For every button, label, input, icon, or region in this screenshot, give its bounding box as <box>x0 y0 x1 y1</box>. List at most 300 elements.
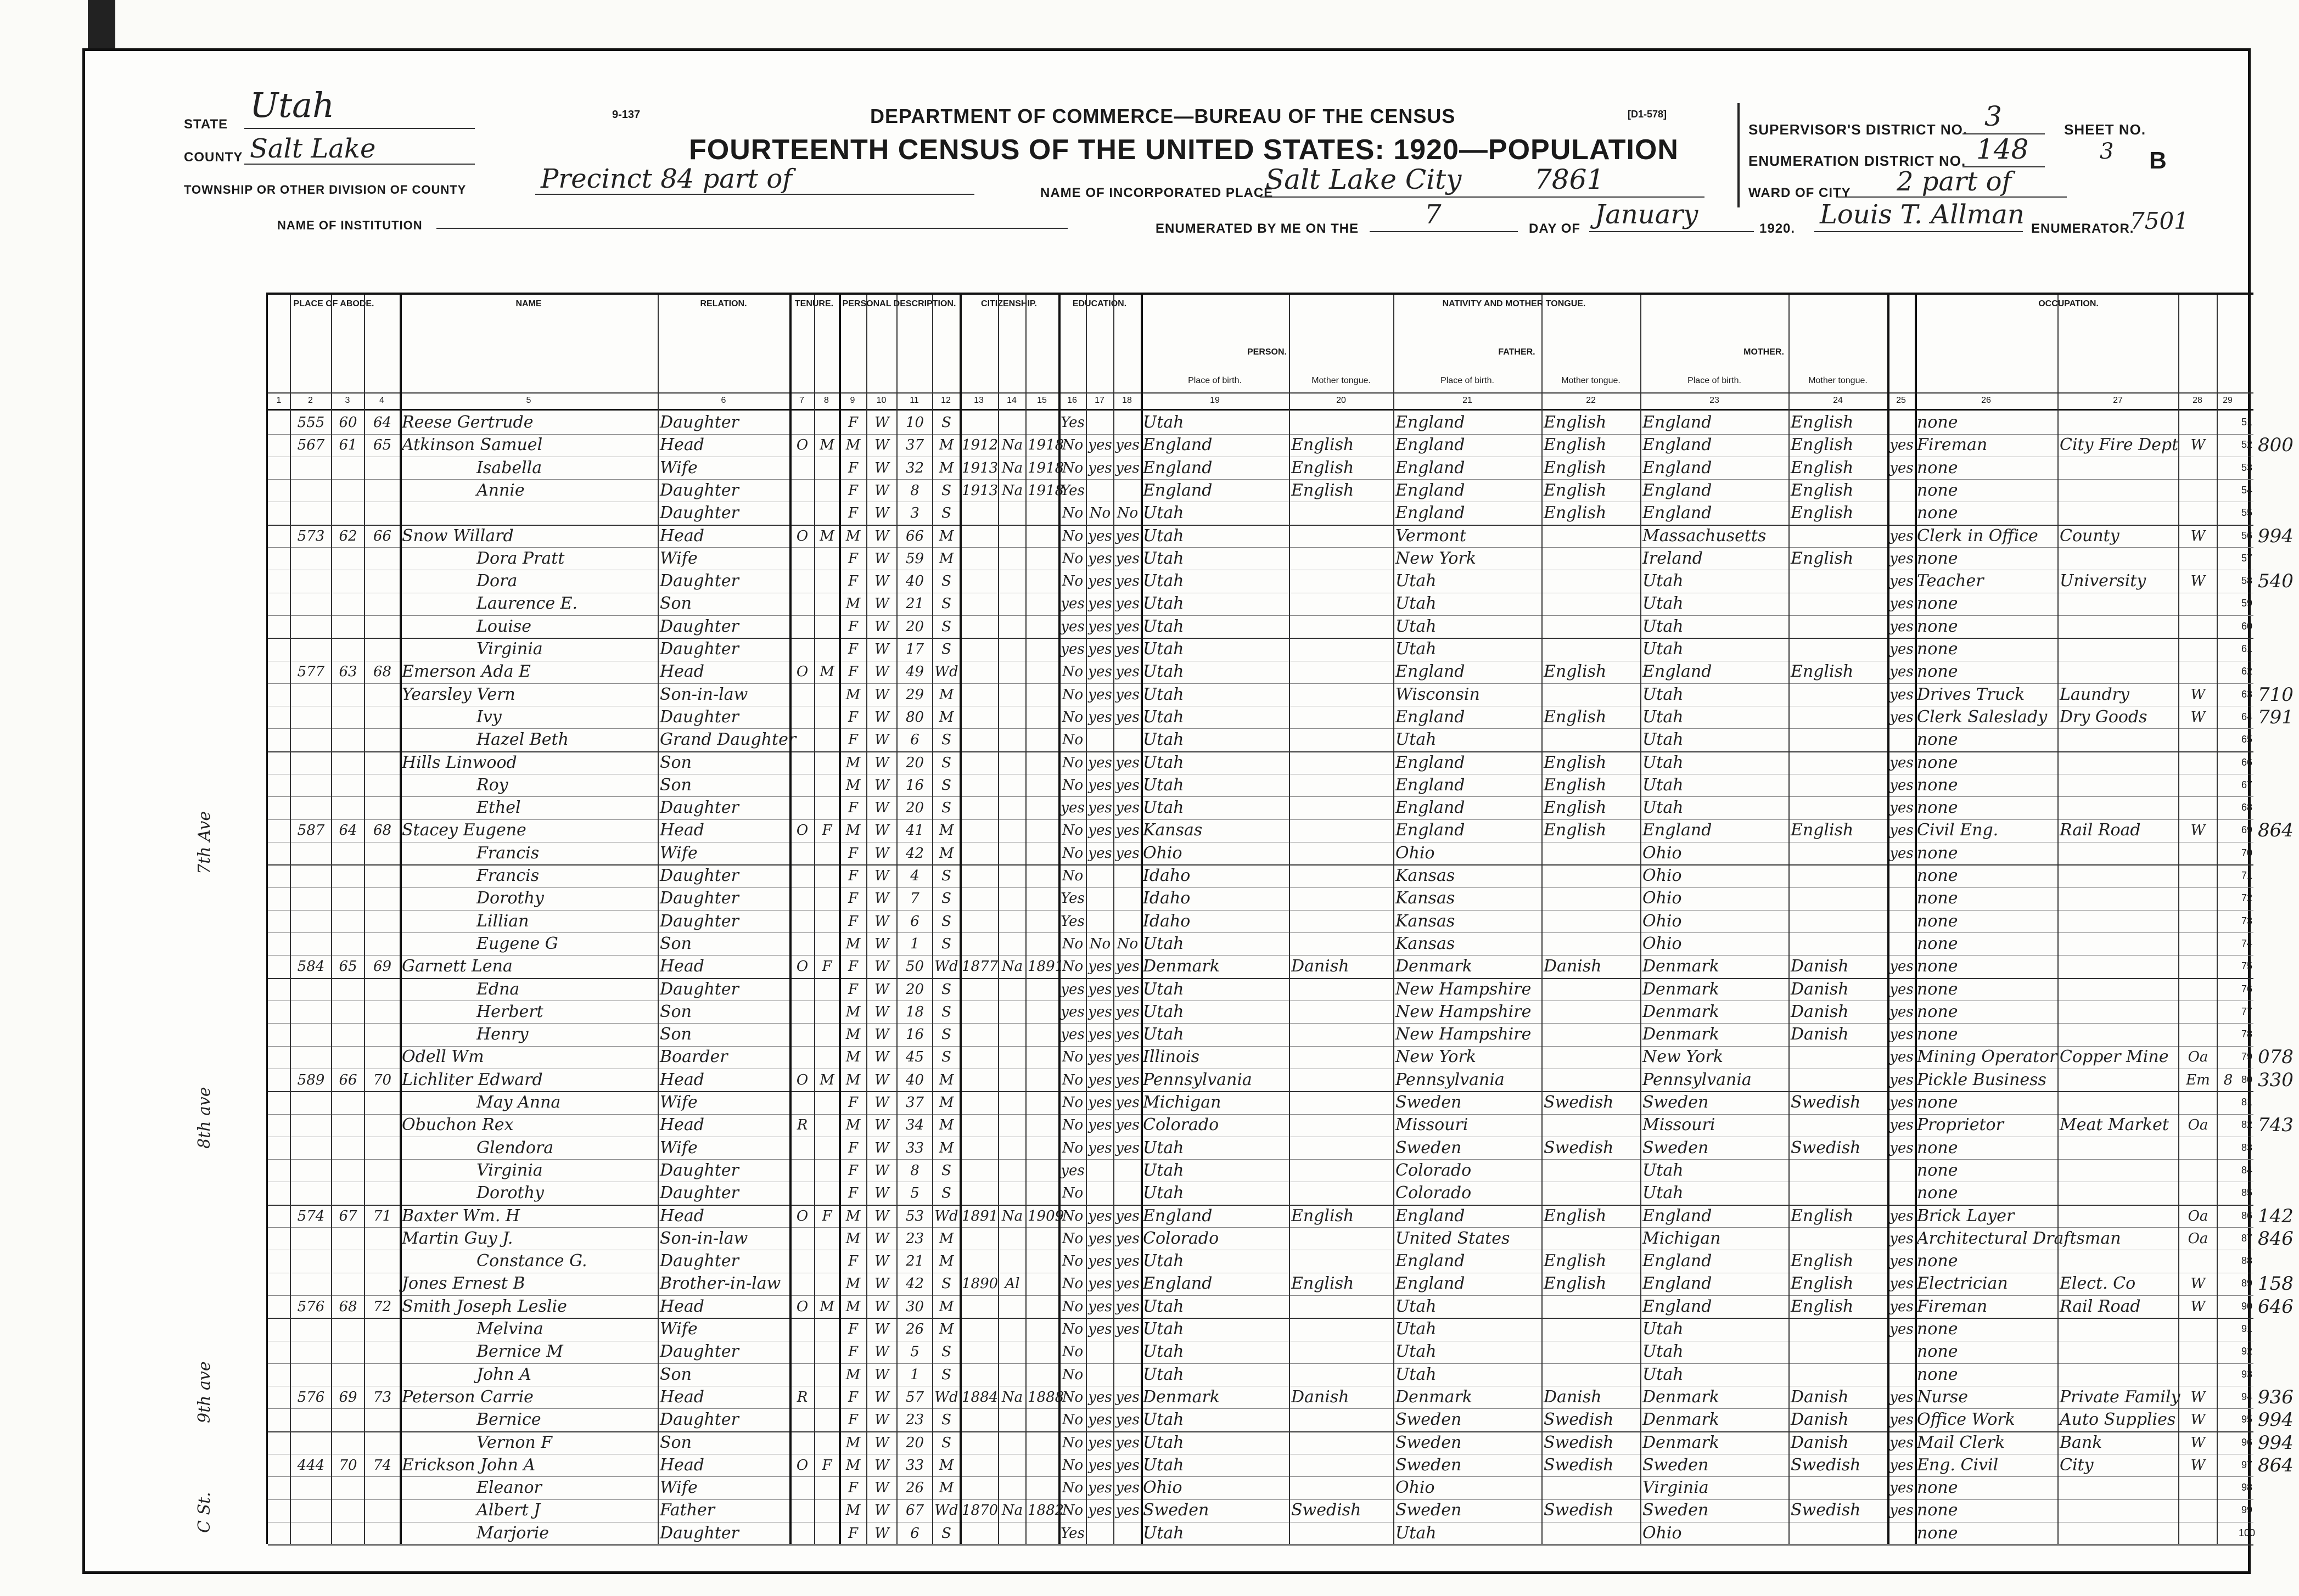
cell-c25: yes <box>1889 777 1914 794</box>
cell-cls: W <box>2190 1275 2206 1292</box>
cell-c25: yes <box>1889 573 1914 590</box>
row-number: 80 <box>2241 1074 2253 1085</box>
cell-dw: 70 <box>339 1457 357 1474</box>
supervisor-value: 3 <box>1984 100 2002 132</box>
cell-c25: yes <box>1889 686 1914 703</box>
column-number: 9 <box>850 396 855 405</box>
cell-fpob: Kansas <box>1395 866 1455 885</box>
cell-sex: F <box>848 1185 859 1202</box>
cell-sex: F <box>848 1344 859 1361</box>
cell-fmt: Swedish <box>1544 1138 1614 1157</box>
column-rule <box>839 295 841 1544</box>
cell-mpob: Ireland <box>1642 548 1703 568</box>
column-number: 13 <box>974 396 984 405</box>
cell-pob: Colorado <box>1143 1228 1219 1248</box>
cell-c17: yes <box>1088 1117 1112 1134</box>
table-row <box>268 457 2253 480</box>
cell-race: W <box>874 1003 889 1020</box>
cell-own: O <box>796 1207 809 1224</box>
table-row <box>268 660 2253 684</box>
cell-age: 1 <box>910 935 919 952</box>
cell-ind: City <box>2060 1455 2094 1475</box>
cell-pob: Utah <box>1143 616 1184 636</box>
cell-mt: English <box>1291 1206 1354 1226</box>
cell-pob: Utah <box>1143 707 1184 727</box>
cell-ind: Bank <box>2060 1432 2102 1452</box>
cell-race: W <box>874 1139 889 1156</box>
cell-c25: yes <box>1889 595 1914 612</box>
cell-c17: No <box>1089 935 1111 952</box>
cell-ind: Rail Road <box>2060 821 2141 840</box>
cell-c25: yes <box>1889 1457 1914 1474</box>
cell-mpob: Michigan <box>1642 1228 1721 1248</box>
cell-mpob: Sweden <box>1642 1455 1709 1475</box>
cell-c18: yes <box>1115 1321 1140 1338</box>
cell-race: W <box>874 618 889 635</box>
cell-c17: yes <box>1088 437 1112 454</box>
occupation-code: 142 <box>2258 1205 2294 1227</box>
cell-fmt: English <box>1544 798 1607 818</box>
cell-c18: yes <box>1115 437 1140 454</box>
table-row <box>268 1023 2253 1047</box>
cell-sex: M <box>845 1117 861 1134</box>
cell-ind: Private Family <box>2060 1387 2180 1407</box>
cell-house: 573 <box>297 527 325 544</box>
cell-race: W <box>874 822 889 839</box>
cell-race: W <box>874 1275 889 1292</box>
cell-c16: No <box>1062 1117 1084 1134</box>
cell-ms: M <box>939 1139 954 1156</box>
cell-ind: Meat Market <box>2060 1115 2169 1135</box>
cell-occ: Mail Clerk <box>1917 1432 2005 1452</box>
cell-rel: Wife <box>660 1319 698 1339</box>
cell-sex: M <box>845 1434 861 1451</box>
column-number: 14 <box>1007 396 1017 405</box>
cell-fpob: England <box>1395 798 1465 818</box>
cell-sex: M <box>845 935 861 952</box>
cell-farm: 8 <box>2223 1071 2233 1088</box>
cell-c17: yes <box>1088 1275 1112 1292</box>
cell-ms: S <box>941 1525 951 1542</box>
cell-mt: Swedish <box>1291 1501 1361 1520</box>
cell-race: W <box>874 1162 889 1179</box>
cell-age: 59 <box>905 550 924 567</box>
cell-c16: No <box>1062 1366 1084 1383</box>
cell-sex: F <box>848 1525 859 1542</box>
column-rule <box>1915 295 1917 1544</box>
cell-c25: yes <box>1889 1253 1914 1270</box>
cell-pob: Utah <box>1143 548 1184 568</box>
population-schedule-table <box>266 293 2294 1544</box>
cell-sex: M <box>845 822 861 839</box>
cell-age: 16 <box>905 1026 924 1043</box>
cell-sex: M <box>845 1207 861 1224</box>
cell-ms: M <box>939 1457 954 1474</box>
cell-c25: yes <box>1889 1230 1914 1247</box>
cell-c16: yes <box>1061 595 1085 612</box>
row-number: 59 <box>2241 598 2253 609</box>
group-relation: RELATION. <box>700 299 747 308</box>
cell-sex: M <box>845 1275 861 1292</box>
cell-age: 30 <box>905 1298 924 1315</box>
cell-c16: No <box>1062 822 1084 839</box>
table-row <box>268 1363 2253 1387</box>
cell-name: Yearsley Vern <box>402 684 515 704</box>
cell-fpob: England <box>1395 1274 1465 1294</box>
sub-father-pob: Place of birth. <box>1440 376 1494 385</box>
table-row <box>268 932 2253 956</box>
column-number: 22 <box>1586 396 1596 405</box>
cell-fpob: Utah <box>1395 594 1437 614</box>
cell-race: W <box>874 800 889 817</box>
cell-yr: 1877 <box>962 958 999 975</box>
cell-occ: none <box>1917 594 1958 614</box>
row-number: 55 <box>2241 507 2253 519</box>
cell-rel: Daughter <box>660 503 739 523</box>
cell-fpob: Utah <box>1395 1364 1437 1384</box>
cell-c17: yes <box>1088 595 1112 612</box>
cell-age: 53 <box>905 1207 924 1224</box>
county-label: COUNTY <box>184 150 243 165</box>
column-rule <box>932 295 933 1544</box>
group-nativity: NATIVITY AND MOTHER TONGUE. <box>1442 299 1586 308</box>
cell-c18: yes <box>1115 1003 1140 1020</box>
cell-age: 23 <box>905 1230 924 1247</box>
table-row <box>268 1250 2253 1273</box>
cell-mpob: Utah <box>1642 616 1684 636</box>
cell-pob: England <box>1143 1274 1213 1294</box>
cell-rel: Head <box>660 435 705 455</box>
cell-rel: Head <box>660 1115 705 1135</box>
cell-ind: Laundry <box>2060 684 2129 704</box>
cell-c25: yes <box>1889 1480 1914 1497</box>
cell-mort: M <box>820 1298 834 1315</box>
cell-cls: Oa <box>2188 1207 2208 1224</box>
institution-label: NAME OF INSTITUTION <box>277 218 423 232</box>
cell-ny: 1891 <box>1028 958 1064 975</box>
cell-c18: yes <box>1115 641 1140 657</box>
cell-sex: F <box>848 981 859 998</box>
cell-age: 21 <box>905 1253 924 1270</box>
cell-occ: none <box>1917 548 1958 568</box>
cell-rel: Head <box>660 526 705 546</box>
cell-fpob: Sweden <box>1395 1138 1462 1157</box>
cell-sex: M <box>845 1457 861 1474</box>
place-value: Salt Lake City <box>1265 164 1462 195</box>
cell-house: 574 <box>297 1207 325 1224</box>
cell-c16: No <box>1062 732 1084 749</box>
cell-mpob: Utah <box>1642 684 1684 704</box>
cell-mpob: England <box>1642 480 1712 500</box>
cell-fam: 70 <box>373 1071 392 1088</box>
cell-mpob: Denmark <box>1642 1002 1719 1021</box>
cell-race: W <box>874 1026 889 1043</box>
cell-race: W <box>874 1298 889 1315</box>
cell-ms: S <box>941 732 951 749</box>
cell-ny: 1909 <box>1028 1207 1064 1224</box>
cell-fpob: England <box>1395 435 1465 455</box>
cell-c25: yes <box>1889 1389 1914 1406</box>
column-rule <box>1289 295 1290 1544</box>
table-row <box>268 683 2294 707</box>
cell-ms: S <box>941 1026 951 1043</box>
cell-fpob: Utah <box>1395 1296 1437 1316</box>
cell-pob: Colorado <box>1143 1115 1219 1135</box>
cell-race: W <box>874 1117 889 1134</box>
cell-race: W <box>874 505 889 522</box>
cell-age: 8 <box>910 482 919 499</box>
cell-pob: Sweden <box>1143 1501 1209 1520</box>
enumerator-label: ENUMERATOR. <box>2031 221 2134 236</box>
cell-mpob: Utah <box>1642 752 1684 772</box>
cell-c16: No <box>1062 1321 1084 1338</box>
cell-c18: yes <box>1115 845 1140 862</box>
cell-own: O <box>796 1298 809 1315</box>
cell-c16: No <box>1062 1412 1084 1429</box>
cell-c18: yes <box>1115 1389 1140 1406</box>
cell-ind: City Fire Dept <box>2060 435 2179 455</box>
cell-sex: M <box>845 1026 861 1043</box>
cell-mpob: Denmark <box>1642 979 1719 999</box>
cell-house: 576 <box>297 1389 325 1406</box>
cell-occ: none <box>1917 1093 1958 1112</box>
cell-pob: Utah <box>1143 1410 1184 1430</box>
row-number: 77 <box>2241 1005 2253 1017</box>
cell-mpob: Massachusetts <box>1642 526 1767 546</box>
cell-own: O <box>796 1071 809 1088</box>
row-number: 72 <box>2241 892 2253 904</box>
cell-ms: S <box>941 1275 951 1292</box>
cell-c17: yes <box>1088 618 1112 635</box>
sheet-letter: B <box>2149 147 2167 174</box>
row-number: 89 <box>2241 1278 2253 1289</box>
cell-rel: Daughter <box>660 1523 739 1543</box>
cell-sex: F <box>848 1321 859 1338</box>
cell-name: Ethel <box>476 798 521 818</box>
cell-occ: Architectural Draftsman <box>1917 1228 2121 1248</box>
cell-occ: none <box>1917 957 1958 976</box>
cell-c25: yes <box>1889 1502 1914 1519</box>
state-underline <box>244 128 475 129</box>
cell-name: Hills Linwood <box>402 752 517 772</box>
cell-rel: Son <box>660 775 692 795</box>
cell-c16: Yes <box>1061 482 1085 499</box>
state-label: STATE <box>184 117 228 132</box>
table-row <box>268 615 2253 639</box>
cell-sex: F <box>848 482 859 499</box>
row-number: 91 <box>2241 1323 2253 1334</box>
cell-mmt: English <box>1791 458 1854 477</box>
cell-c16: No <box>1062 1275 1084 1292</box>
column-number: 16 <box>1067 396 1077 405</box>
table-row <box>268 819 2294 842</box>
cell-age: 33 <box>905 1457 924 1474</box>
cell-ms: S <box>941 573 951 590</box>
cell-c16: No <box>1062 935 1084 952</box>
cell-c25: yes <box>1889 1071 1914 1088</box>
cell-c17: yes <box>1088 527 1112 544</box>
cell-race: W <box>874 437 889 454</box>
year-label: 1920. <box>1759 221 1796 236</box>
occupation-code: 846 <box>2258 1227 2294 1250</box>
column-number: 28 <box>2193 396 2202 405</box>
cell-mpob: England <box>1642 1251 1712 1271</box>
cell-occ: none <box>1917 1025 1958 1044</box>
cell-house: 584 <box>297 958 325 975</box>
cell-cls: W <box>2190 1457 2206 1474</box>
cell-ms: S <box>941 981 951 998</box>
cell-rel: Head <box>660 957 705 976</box>
cell-c17: yes <box>1088 1502 1112 1519</box>
cell-fam: 74 <box>373 1457 392 1474</box>
column-number: 5 <box>526 396 531 405</box>
cell-c16: No <box>1062 527 1084 544</box>
cell-ny: 1918 <box>1028 482 1064 499</box>
occupation-code: 994 <box>2258 1409 2294 1431</box>
cell-pob: Utah <box>1143 1432 1184 1452</box>
cell-ms: S <box>941 1185 951 1202</box>
cell-occ: none <box>1917 775 1958 795</box>
cell-mmt: English <box>1791 1274 1854 1294</box>
cell-cls: Oa <box>2188 1049 2208 1066</box>
cell-cls: W <box>2190 437 2206 454</box>
cell-age: 8 <box>910 1162 919 1179</box>
cell-pob: Utah <box>1143 1002 1184 1021</box>
cell-occ: Electrician <box>1917 1274 2008 1294</box>
cell-c25: yes <box>1889 958 1914 975</box>
cell-ms: S <box>941 1366 951 1383</box>
cell-rel: Daughter <box>660 616 739 636</box>
cell-occ: none <box>1917 843 1958 863</box>
cell-age: 17 <box>905 641 924 657</box>
cell-mpob: Ohio <box>1642 1523 1682 1543</box>
cell-name: Jones Ernest B <box>402 1274 525 1294</box>
cell-pob: Denmark <box>1143 1387 1220 1407</box>
cell-age: 1 <box>910 1366 919 1383</box>
township-underline <box>535 194 974 195</box>
cell-cls: W <box>2190 1412 2206 1429</box>
cell-sex: F <box>848 664 859 681</box>
sub-person-mt: Mother tongue. <box>1311 376 1371 385</box>
cell-c25: yes <box>1889 1434 1914 1451</box>
cell-ms: M <box>939 1117 954 1134</box>
cell-sex: M <box>845 595 861 612</box>
cell-race: W <box>874 732 889 749</box>
cell-pob: Idaho <box>1143 889 1191 908</box>
cell-age: 7 <box>910 890 919 907</box>
cell-name: Dorothy <box>476 889 544 908</box>
cell-own: O <box>796 958 809 975</box>
cell-pob: Utah <box>1143 1138 1184 1157</box>
row-number: 71 <box>2241 870 2253 881</box>
cell-name: Marjorie <box>476 1523 549 1543</box>
cell-name: Lillian <box>476 911 529 931</box>
cell-sex: M <box>845 1071 861 1088</box>
table-row <box>268 479 2253 503</box>
cell-race: W <box>874 573 889 590</box>
cell-name: Smith Joseph Leslie <box>402 1296 567 1316</box>
cell-age: 37 <box>905 1094 924 1111</box>
cell-mmt: English <box>1791 435 1854 455</box>
cell-name: Dora Pratt <box>476 548 565 568</box>
cell-sex: M <box>845 1502 861 1519</box>
cell-dw: 60 <box>339 414 357 431</box>
cell-fpob: England <box>1395 458 1465 477</box>
cell-rel: Daughter <box>660 707 739 727</box>
cell-age: 18 <box>905 1003 924 1020</box>
cell-age: 20 <box>905 800 924 817</box>
sub-mother-pob: Place of birth. <box>1687 376 1741 385</box>
cell-mmt: English <box>1791 662 1854 682</box>
occupation-code: 158 <box>2258 1273 2294 1295</box>
cell-cls: Oa <box>2188 1117 2208 1134</box>
cell-occ: none <box>1917 979 1958 999</box>
cell-rel: Head <box>660 662 705 682</box>
cell-rel: Son-in-law <box>660 1228 748 1248</box>
cell-c16: No <box>1062 754 1084 771</box>
cell-race: W <box>874 754 889 771</box>
cell-sex: F <box>848 1139 859 1156</box>
township-value: Precinct 84 part of <box>541 164 793 194</box>
cell-rel: Daughter <box>660 639 739 659</box>
cell-occ: none <box>1917 1501 1958 1520</box>
column-rule <box>1058 295 1061 1544</box>
cell-c18: yes <box>1115 1480 1140 1497</box>
cell-age: 6 <box>910 1525 919 1542</box>
cell-mpob: Denmark <box>1642 1410 1719 1430</box>
cell-c25: yes <box>1889 641 1914 657</box>
cell-fmt: Swedish <box>1544 1455 1614 1475</box>
row-number: 100 <box>2238 1527 2256 1538</box>
cell-sex: F <box>848 1389 859 1406</box>
table-row <box>268 638 2253 661</box>
column-rule <box>400 295 402 1544</box>
occupation-code: 710 <box>2258 683 2294 706</box>
cell-cls: W <box>2190 709 2206 726</box>
group-tenure: TENURE. <box>794 299 834 308</box>
cell-ms: S <box>941 1344 951 1361</box>
cell-fmt: English <box>1544 775 1607 795</box>
table-row <box>268 1182 2253 1206</box>
census-sheet <box>82 48 2294 1574</box>
column-number: 19 <box>1210 396 1220 405</box>
cell-race: W <box>874 1434 889 1451</box>
cell-mt: English <box>1291 435 1354 455</box>
cell-c16: No <box>1062 1502 1084 1519</box>
table-row <box>268 751 2253 775</box>
cell-mpob: Ohio <box>1642 911 1682 931</box>
row-number: 75 <box>2241 960 2253 972</box>
cell-fam: 68 <box>373 664 392 681</box>
cell-name: Snow Willard <box>402 526 514 546</box>
cell-c16: No <box>1062 1480 1084 1497</box>
column-rule <box>1113 295 1114 1544</box>
cell-c17: yes <box>1088 1094 1112 1111</box>
cell-c25: yes <box>1889 1117 1914 1134</box>
cell-age: 45 <box>905 1049 924 1066</box>
cell-fam: 73 <box>373 1389 392 1406</box>
cell-age: 20 <box>905 981 924 998</box>
cell-mmt: English <box>1791 821 1854 840</box>
cell-occ: none <box>1917 889 1958 908</box>
cell-age: 57 <box>905 1389 924 1406</box>
cell-age: 23 <box>905 1412 924 1429</box>
cell-rel: Son-in-law <box>660 684 748 704</box>
cell-ms: S <box>941 505 951 522</box>
cell-age: 6 <box>910 732 919 749</box>
cell-rel: Brother-in-law <box>660 1274 781 1294</box>
cell-house: 589 <box>297 1071 325 1088</box>
